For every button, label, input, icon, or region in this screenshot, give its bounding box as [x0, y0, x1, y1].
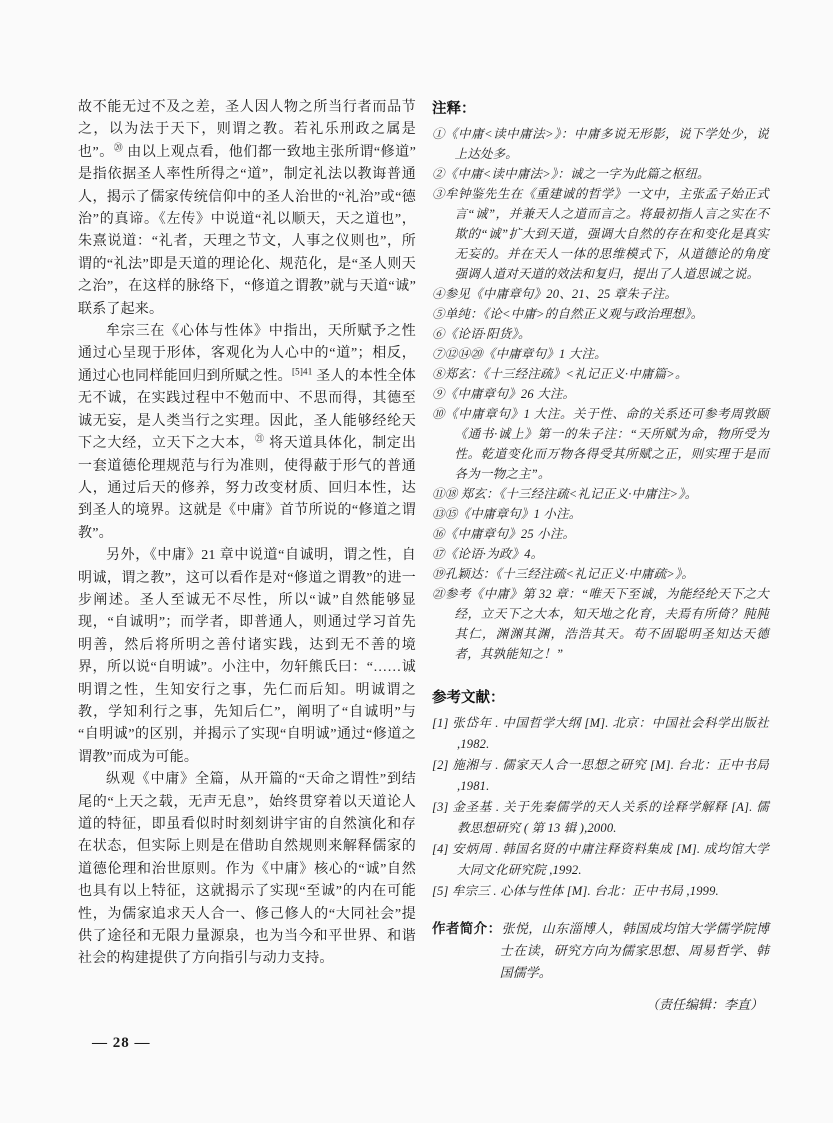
reference-item: [4] 安炳周 . 韩国名贤的中庸注释资料集成 [M]. 成均馆大学大同文化研究院 ,1992.	[432, 842, 769, 877]
body-paragraph	[78, 769, 416, 971]
reference-item: [5] 牟宗三 . 心体与性体 [M]. 台北：正中书局 ,1999.	[432, 884, 719, 898]
references-header: 参考文献：	[432, 690, 505, 706]
author-label: 作者简介：	[432, 921, 502, 936]
note-item: ①《中庸<读中庸法>》：中庸多说无形影，说下学处少，说上达处多。	[432, 127, 769, 161]
note-item: ③牟钟鉴先生在《重建诚的哲学》一文中，主张孟子始正式言“诚”，并兼天人之道而言之。将最初指人言之实在不欺的“诚”扩大到天道，强调大自然的存在和变化是真实无妄的。并在天人一体的思维模式下，从道德论的角度强调人道对天道的效法和复归，提出了人道思诚之说。	[432, 187, 769, 281]
note-item: ⑪⑱ 郑玄：《十三经注疏<礼记正义·中庸注>》。	[432, 487, 698, 501]
references-list	[432, 713, 769, 902]
paragraph-text: 另外，《中庸》21 章中说道“自诚明，谓之性，自明诚，谓之教”，这可以看作是对“修道之谓教”的进一步阐述。圣人至诚无不尽性，所以“诚”自然能够显现，“自诚明”；而学者，即普通人，则通过学习首先明善，然后将所明之善付诸实践，达到无不善的境界，所以说“自明诚”。小注中，勿轩熊氏曰：“……诚明谓之性，生知安行之事，先仁而后知。明诚谓之教，学知利行之事，先知后仁”，阐明了“自诚明”与“自明诚”的区别，并揭示了实现“自明诚”通过“修道之谓教”而成为可能。	[78, 548, 416, 765]
note-item: ㉑参考《中庸》第 32 章：“唯天下至诚，为能经纶天下之大经，立天下之大本，知天地之化育，夫焉有所倚？肫肫其仁，渊渊其渊，浩浩其天。苟不固聪明圣知达天德者，其孰能知之！”	[432, 587, 769, 661]
page-number: — 28 —	[92, 1035, 151, 1051]
left-column	[78, 97, 416, 971]
note-item: ⑲孔颖达：《十三经注疏<礼记正义·中庸疏>》。	[432, 567, 695, 581]
note-item: ⑤单纯：《论<中庸>的自然正义观与政治理想》。	[432, 307, 704, 321]
note-item: ⑯《中庸章句》25 小注。	[432, 527, 576, 541]
paragraph-text: 由以上观点看，他们都一致地主张所谓“修道”是指依据圣人率性所得之“道”，制定礼法以教诲普通人，揭示了儒家传统信仰中的圣人治世的“礼治”或“德治”的真谛。《左传》中说道“礼以顺天，天之道也”，朱熹说道：“礼者，天理之节文，人事之仪则也”，所谓的“礼法”即是天道的理论化、规范化，是“圣人则天之治”，在这样的脉络下，“修道之谓教”就与天道“诚”联系了起来。	[78, 144, 416, 317]
paragraph-text: 牟宗三在《心体与性体》中指出，天所赋予之性通过心呈现于形体，客观化为人心中的“道”；相反，通过心也同样能回归到所赋之性。	[78, 324, 416, 384]
body-paragraph	[78, 321, 416, 545]
note-item: ⑩《中庸章句》1 大注。关于性、命的关系还可参考周敦颐《通书·诚上》第一的朱子注：“天所赋为命，物所受为性。乾道变化而万物各得受其所赋之正，则实理于是而各为一物之主”。	[432, 407, 769, 481]
paragraph-text: 圣人的本性全体无不诚，在实践过程中不勉而中、不思而得，其德至诚无妄，是人类当行之实理。因此，圣人能够经纶天下之大经，立天下之大本，	[78, 368, 416, 452]
note-item: ④参见《中庸章句》20、21、25 章朱子注。	[432, 287, 678, 301]
notes-list	[432, 124, 769, 664]
note-item: ⑨《中庸章句》26 大注。	[432, 387, 576, 401]
note-item: ⑰《论语·为政》4。	[432, 547, 544, 561]
note-ref: [5]41	[291, 366, 313, 377]
note-item: ⑦⑫⑭⑳《中庸章句》1 大注。	[432, 347, 607, 361]
note-item: ⑥《论语·阳货》。	[432, 327, 531, 341]
paragraph-text: 将天道具体化，制定出一套道德伦理规范与行为准则，使得蔽于形气的普通人，通过后天的修养，努力改变材质、回归本性，达到圣人的境界。这就是《中庸》首节所说的“修道之谓教”。	[78, 436, 417, 541]
notes-header: 注释：	[432, 101, 476, 117]
note-item: ②《中庸<读中庸法>》：诚之一字为此篇之枢纽。	[432, 167, 710, 181]
reference-item: [1] 张岱年 . 中国哲学大纲 [M]. 北京：中国社会科学出版社 ,1982.	[432, 716, 769, 751]
reference-item: [3] 金圣基 . 关于先秦儒学的天人关系的诠释学解释 [A]. 儒教思想研究 ( 第 13 辑 ),2000.	[432, 800, 769, 835]
note-ref: ⑳	[113, 142, 124, 153]
author-bio: 张悦，山东淄博人，韩国成均馆大学儒学院博士在读，研究方向为儒家思想、周易哲学、韩国儒学。	[499, 921, 769, 980]
author-section	[432, 918, 769, 984]
reference-item: [2] 施湘与 . 儒家天人合一思想之研究 [M]. 台北：正中书局 ,1981.	[432, 758, 769, 793]
paragraph-text: 纵观《中庸》全篇，从开篇的“天命之谓性”到结尾的“上天之载，无声无息”，始终贯穿着以天道论人道的特征，即虽看似时时刻刻讲宇宙的自然演化和存在状态，但实际上则是在借助自然规则来解释儒家的道德伦理和治世原则。作为《中庸》核心的“诚”自然也具有以上特征，这就揭示了实现“至诚”的内在可能性，为儒家追求天人合一、修己修人的“大同社会”提供了途径和无限力量源泉，也为当今和平世界、和谐社会的构建提供了方向指引与动力支持。	[78, 772, 416, 967]
body-paragraph	[78, 97, 416, 321]
editor-note: （责任编辑：李直）	[645, 997, 763, 1012]
body-paragraph	[78, 545, 416, 769]
right-column	[432, 97, 769, 1013]
note-item: ⑬⑮《中庸章句》1 小注。	[432, 507, 582, 521]
note-item: ⑧郑玄：《十三经注疏》<礼记正义·中庸篇>。	[432, 367, 688, 381]
paragraph-text: 故不能无过不及之差，圣人因人物之所当行者而品节之，以为法于天下，则谓之教。若礼乐刑政之属是也”。	[78, 100, 416, 160]
note-ref: ㉑	[255, 433, 265, 444]
